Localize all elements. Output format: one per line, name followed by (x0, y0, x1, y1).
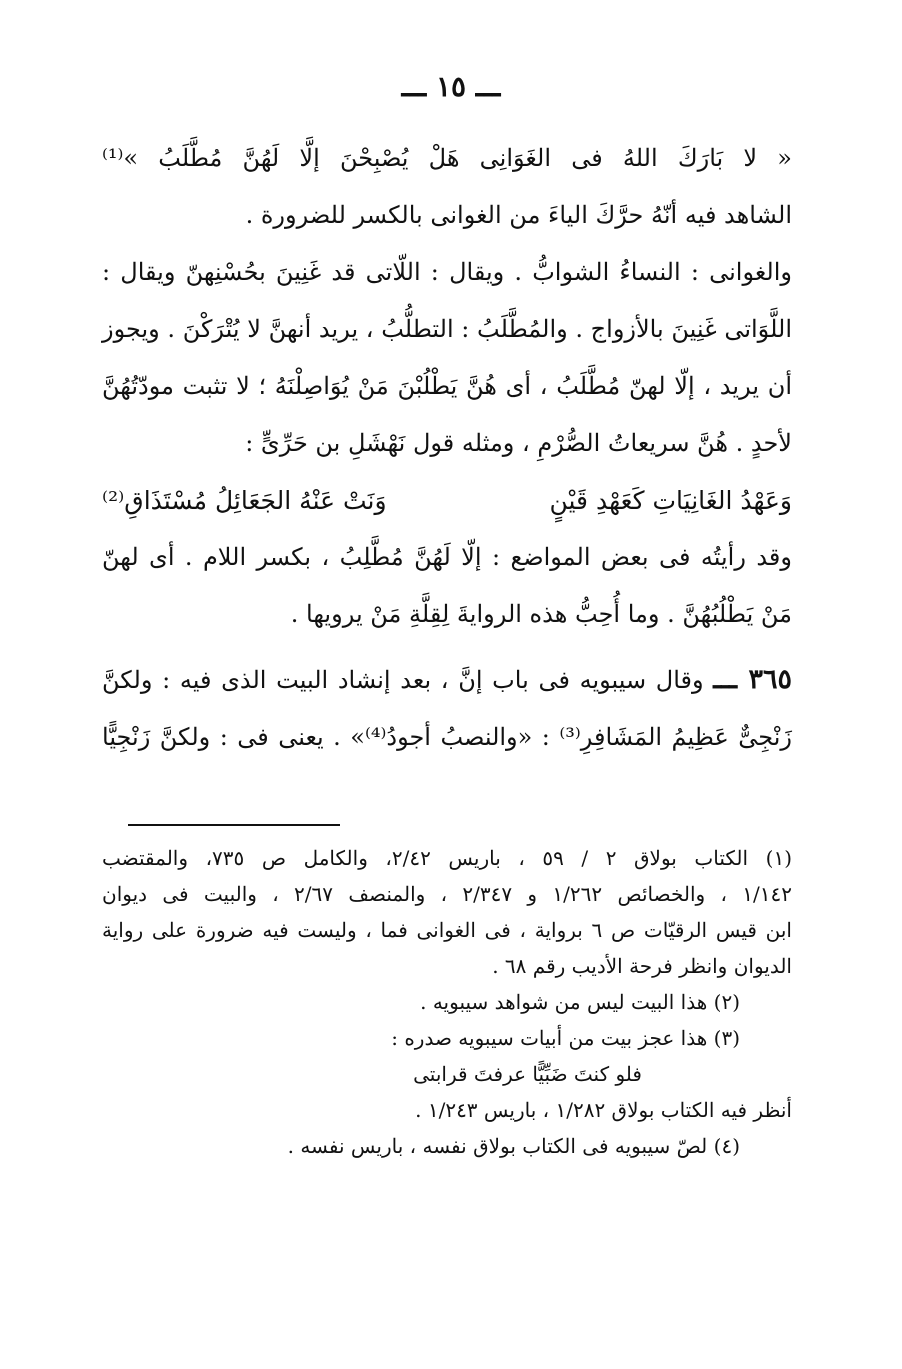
verse-first-hemistich: وَعَهْدُ الغَانِيَاتِ كَعَهْدِ قَيْنٍ (549, 486, 792, 515)
main-text (102, 130, 792, 766)
footnote-line: ابن قيس الرقيّات ص ٦ برواية ، فى الغوانى فما ، وليست فيه ضرورة على رواية (102, 918, 792, 942)
text-line: أن يريد ، إلّا لهنّ مُطَّلَبُ ، أى هُنَّ يَطْلُبْنَ مَنْ يُوَاصِلْنَهُ ؛ لا تثبت مودّتُهُنَّ (102, 372, 792, 400)
text-line: مَنْ يَطْلُبُهُنَّ . وما أُحِبُّ هذه الروايةَ لِقِلَّةِ مَنْ يرويها . (290, 600, 792, 628)
verse-second-hemistich: وَنَتْ عَنْهُ الجَعَائِلُ مُسْتَذَاقِ⁽²⁾ (102, 486, 387, 515)
footnote-line: (١) الكتاب بولاق ٢ / ٥٩ ، باريس ٢/٤٢، والكامل ص ٧٣٥، والمقتضب (102, 846, 792, 870)
text-line: وقد رأيتُه فى بعض المواضع : إلّا لَهُنَّ مُطَّلِبُ ، بكسر اللام . أى لهنّ (102, 543, 792, 571)
page-number: ـــ ١٥ ـــ (401, 70, 501, 103)
footnote-2: (٢) هذا البيت ليس من شواهد سيبويه . (420, 990, 740, 1014)
text-line: اللَّوَاتى غَنِينَ بالأزواج . والمُطَّلَبُ : التطلُّبُ ، يريد أنهنَّ لا يُتْرَكْنَ . ويجوز (102, 315, 792, 343)
footnote-line: ١/١٤٢ ، والخصائص ١/٢٦٢ و ٢/٣٤٧ ، والمنصف ٢/٦٧ ، والبيت فى ديوان (102, 882, 793, 906)
entry-number: ٣٦٥ ـــ (713, 664, 792, 695)
footnote-3: (٣) هذا عجز بيت من أبيات سيبويه صدره : (391, 1026, 740, 1050)
verse-quote: « لا بَارَكَ اللهُ فى الغَوَانِى هَلْ يُصْبِحْنَ إلَّا لَهُنَّ مُطَّلَبُ »⁽¹⁾ (102, 144, 792, 172)
footnote-line: الديوان وانظر فرحة الأديب رقم ٦٨ . (492, 954, 792, 978)
footnote-4: (٤) لصّ سيبويه فى الكتاب بولاق نفسه ، باريس نفسه . (287, 1134, 740, 1158)
text-line: زَنْجِىٌّ عَظِيمُ المَشَافِرِ⁽³⁾ : «والنصبُ أجودُ⁽⁴⁾» . يعنى فى : ولكنَّ زَنْجِيًّا (102, 723, 792, 751)
text-line: والغوانى : النساءُ الشوابُّ . ويقال : اللّاتى قد غَنِينَ بحُسْنِهنّ ويقال : (102, 258, 792, 286)
footnotes (102, 840, 792, 1164)
footnote-3-verse: فلو كنتَ ضَبِّيًّا عرفتَ قرابتى (413, 1062, 642, 1086)
entry-line (102, 651, 792, 709)
footnote-separator (128, 824, 340, 826)
text-line: لأحدٍ . هُنَّ سريعاتُ الصُّرْمِ ، ومثله قول نَهْشَلِ بن حَرِّىٍّ : (245, 429, 792, 457)
entry-text: وقال سيبويه فى باب إنَّ ، بعد إنشاد البيت الذى فيه : ولكنَّ (102, 666, 704, 694)
verse-couplet (102, 472, 792, 529)
footnote-3-reference: أنظر فيه الكتاب بولاق ١/٢٨٢ ، باريس ١/٢٤٣ . (415, 1098, 792, 1122)
text-line: الشاهد فيه أنّهُ حرَّكَ الياءَ من الغوانى بالكسر للضرورة . (245, 201, 792, 229)
